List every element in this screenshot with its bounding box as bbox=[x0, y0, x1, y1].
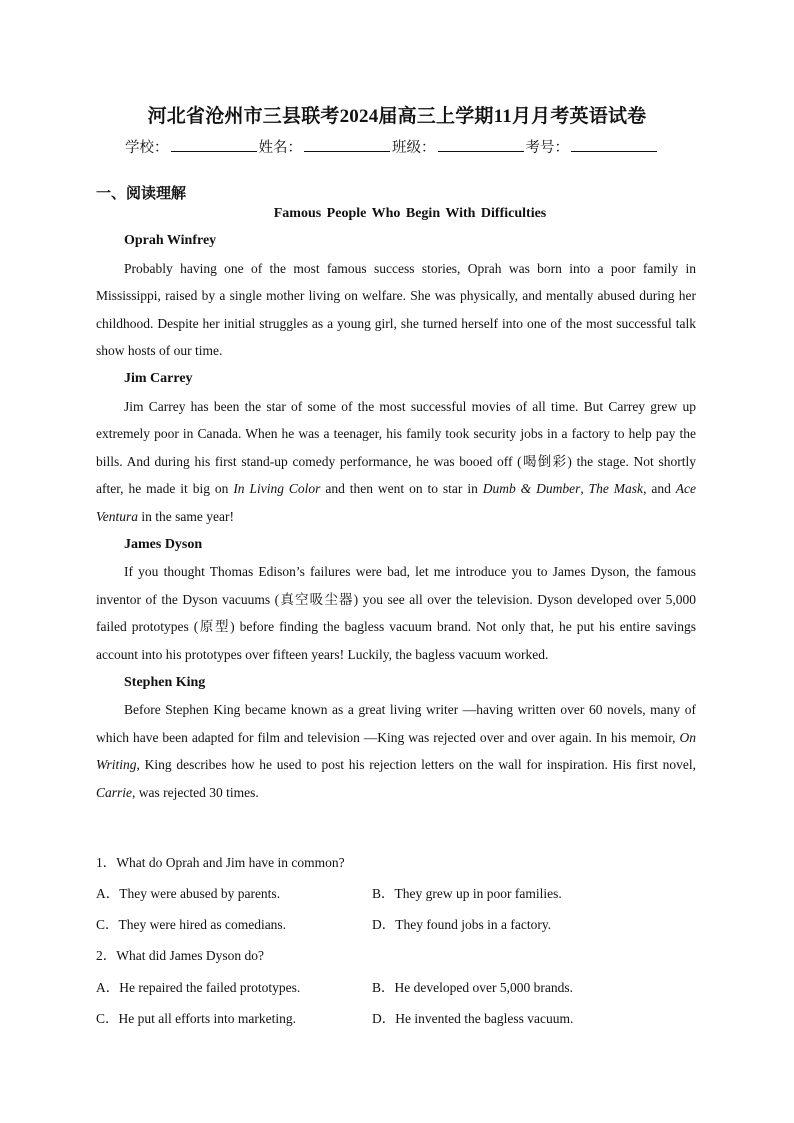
passage-title: Famous People Who Begin With Difficulties bbox=[273, 206, 547, 221]
show-title: Ace Ventura bbox=[96, 481, 697, 524]
class-label: 班级： bbox=[392, 140, 436, 156]
answer-option[interactable]: C．They were hired as comedians. bbox=[96, 917, 287, 932]
paragraph-text: Jim Carrey has been the star of some of the most successful movies of all time. But Carrey grew up extremely poor in Canada. When he was a teenager, his family took security jobs in a factory to help pay the bills. And during his first stand-up comedy performance, he was booed off (喝倒彩) the stage. Not shortly after, he made it big on bbox=[96, 398, 696, 497]
paragraph-text: , King describes how he used to post his rejection letters on the wall for inspiration. His first novel, bbox=[136, 757, 696, 773]
paragraph-text: in the same year! bbox=[138, 508, 234, 524]
person-paragraph bbox=[96, 696, 696, 806]
person-paragraph: If you thought Thomas Edison’s failures were bad, let me introduce you to James Dyson, the famous inventor of the Dyson vacuums (真空吸尘器) you see all over the television. Dyson developed over 5,000 failed prototypes (原型) before finding the bagless vacuum brand. Not only that, he put his entire savings account into his prototypes over fifteen years! Luckily, the bagless vacuum worked. bbox=[96, 564, 696, 662]
person-paragraph bbox=[96, 393, 696, 531]
section-heading: 一、阅读理解 bbox=[96, 186, 187, 202]
person-name: Stephen King bbox=[124, 674, 206, 690]
answer-option[interactable]: B．They grew up in poor families. bbox=[372, 886, 562, 901]
answer-option[interactable]: A．They were abused by parents. bbox=[96, 886, 281, 901]
question-stem: 1．What do Oprah and Jim have in common? bbox=[96, 855, 345, 870]
paragraph-text: and then went on to star in bbox=[320, 481, 483, 497]
person-name: Oprah Winfrey bbox=[124, 233, 217, 248]
show-title: In Living Color bbox=[233, 481, 321, 497]
paragraph-text: , bbox=[580, 481, 589, 497]
paragraph-text: Before Stephen King became known as a great living writer —having written over 60 novels, many of which have been adapted for film and television —King was rejected over and over again. In his memoir, bbox=[96, 702, 696, 745]
question-stem: 2．What did James Dyson do? bbox=[96, 948, 264, 963]
answer-option[interactable]: A．He repaired the failed prototypes. bbox=[96, 980, 301, 995]
show-title: Dumb & Dumber bbox=[482, 481, 581, 497]
class-blank[interactable] bbox=[438, 139, 524, 152]
paragraph-text: , was rejected 30 times. bbox=[132, 784, 259, 800]
name-blank[interactable] bbox=[304, 139, 390, 152]
book-title: Carrie bbox=[96, 784, 133, 800]
school-blank[interactable] bbox=[171, 139, 257, 152]
person-name: Jim Carrey bbox=[124, 370, 193, 386]
name-label: 姓名： bbox=[258, 140, 302, 156]
answer-option[interactable]: C．He put all efforts into marketing. bbox=[96, 1011, 296, 1026]
paragraph-text: , and bbox=[643, 481, 676, 497]
show-title: The Mask bbox=[588, 481, 644, 497]
passage-body bbox=[96, 227, 696, 806]
answer-option[interactable]: B．He developed over 5,000 brands. bbox=[372, 980, 573, 995]
person-name: James Dyson bbox=[124, 536, 203, 552]
number-blank[interactable] bbox=[571, 139, 657, 152]
book-title: On Writing bbox=[96, 729, 696, 773]
school-label: 学校： bbox=[125, 140, 169, 156]
number-label: 考号： bbox=[525, 140, 569, 156]
exam-title: 河北省沧州市三县联考2024届高三上学期11月月考英语试卷 bbox=[147, 106, 647, 127]
person-paragraph: Probably having one of the most famous success stories, Oprah was born into a poor family in Mississippi, raised by a single mother living on welfare. She was physically, and mentally abused during her childhood. Despite her initial struggles as a young girl, she turned herself into one of the most successful talk show hosts of our time. bbox=[96, 260, 696, 359]
answer-option[interactable]: D．They found jobs in a factory. bbox=[372, 917, 552, 932]
student-info-line bbox=[125, 136, 685, 157]
answer-option[interactable]: D．He invented the bagless vacuum. bbox=[372, 1011, 574, 1026]
